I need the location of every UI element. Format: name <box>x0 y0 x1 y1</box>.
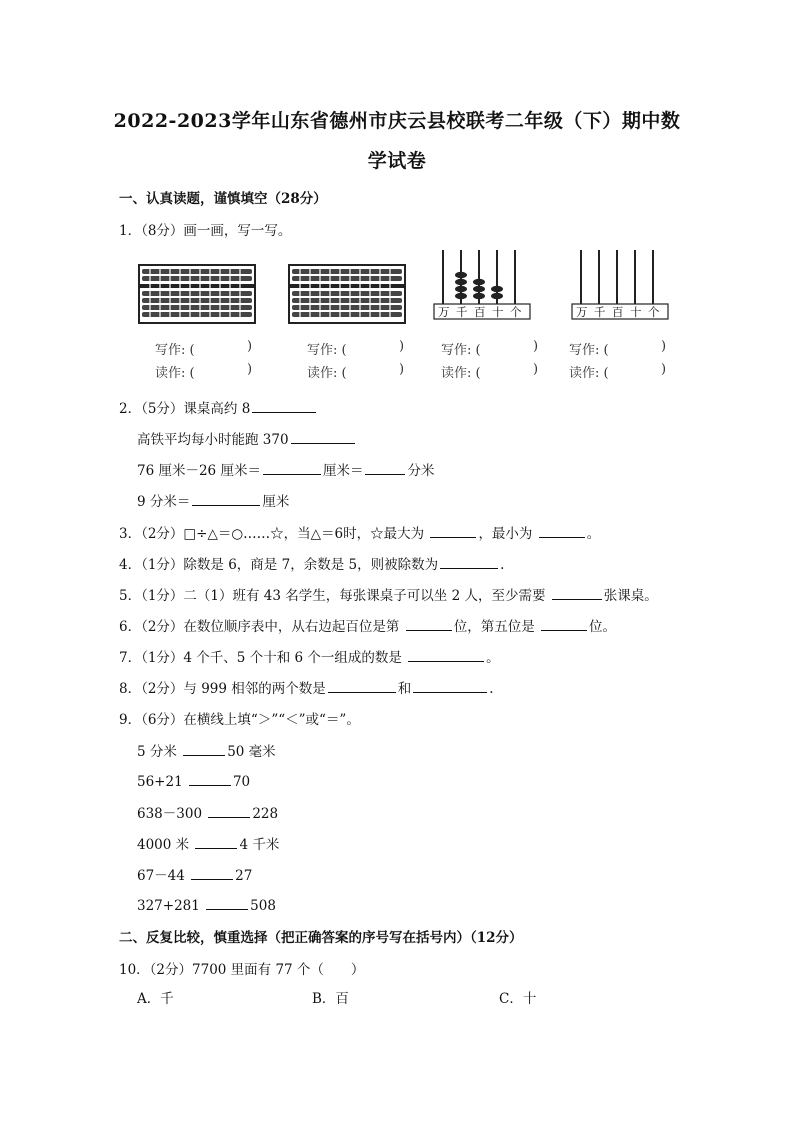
question-2 <box>119 397 318 417</box>
question-8-text: 和 <box>397 681 412 697</box>
answer-blank[interactable] <box>541 616 587 631</box>
place-label: 千 <box>594 305 606 319</box>
place-label: 万 <box>438 305 450 319</box>
question-6-text: 6．（2分）在数位顺序表中，从右边起百位是第 <box>119 619 400 635</box>
question-3 <box>119 522 600 542</box>
place-label: 十 <box>630 305 642 319</box>
answer-blank[interactable] <box>291 429 355 444</box>
question-2-line-2 <box>137 428 357 448</box>
answer-blank[interactable] <box>408 647 484 662</box>
question-9: 9．（6分）在横线上填“＞”“＜”或“＝”。 <box>119 712 360 728</box>
write-label: 写作: ( <box>569 343 609 358</box>
read-label: 读作: ( <box>307 366 347 381</box>
bead-abacus-icon <box>288 264 406 324</box>
question-2-text: 9 分米＝ <box>137 494 191 510</box>
compare-item <box>137 833 279 853</box>
answer-blank[interactable] <box>440 554 498 569</box>
answer-blank[interactable] <box>328 678 396 693</box>
place-label: 百 <box>612 305 624 319</box>
question-7-text: 。 <box>486 650 500 666</box>
question-10: 10．（2分）7700 里面有 77 个（ ） <box>119 962 365 978</box>
question-2-text: 2．（5分）课桌高约 8 <box>119 401 251 417</box>
question-2-line-3 <box>137 459 434 479</box>
place-label: 千 <box>456 305 468 319</box>
write-label: 写作: ( <box>155 343 195 358</box>
question-6-text: 位，第五位是 <box>453 619 535 635</box>
place-label: 个 <box>510 305 522 319</box>
answer-blank[interactable] <box>191 865 233 880</box>
question-10-options <box>137 987 697 1007</box>
question-8-text: 8．（2分）与 999 相邻的两个数是 <box>119 681 326 697</box>
close-paren: ) <box>399 339 405 354</box>
compare-left: 67－44 <box>137 868 185 884</box>
question-7 <box>119 646 500 666</box>
compare-left: 56+21 <box>137 774 183 790</box>
answer-blank[interactable] <box>365 460 405 475</box>
read-label: 读作: ( <box>155 366 195 381</box>
option-c[interactable]: C．十 <box>499 991 537 1007</box>
close-paren: ) <box>661 362 667 377</box>
answer-blank[interactable] <box>195 834 237 849</box>
answer-blank[interactable] <box>430 523 476 538</box>
compare-right: 27 <box>235 868 253 884</box>
answer-blank[interactable] <box>206 895 248 910</box>
question-7-text: 7．（1分）4 个千、5 个十和 6 个一组成的数是 <box>119 650 402 666</box>
compare-right: 4 千米 <box>239 837 280 853</box>
compare-right: 70 <box>232 774 251 790</box>
compare-right: 50 毫米 <box>227 744 276 760</box>
place-label: 百 <box>474 305 486 319</box>
question-2-text: 厘米＝ <box>322 463 364 479</box>
question-8 <box>119 677 494 697</box>
compare-item <box>137 740 276 760</box>
answer-blank[interactable] <box>183 741 225 756</box>
question-4-text: 4．（1分）除数是 6，商是 7，余数是 5，则被除数为 <box>119 557 439 573</box>
page-title-continued: 学试卷 <box>367 150 427 172</box>
compare-left: 5 分米 <box>137 744 177 760</box>
place-label: 个 <box>648 305 660 319</box>
question-3-text: 3．（2分）□÷△＝○……☆，当△＝6时，☆最大为 <box>119 526 425 542</box>
option-a[interactable]: A．千 <box>137 991 174 1007</box>
section-2-heading: 二、反复比较，慎重选择（把正确答案的序号写在括号内）（12分） <box>119 930 523 946</box>
close-paren: ) <box>247 362 253 377</box>
answer-blank[interactable] <box>413 678 487 693</box>
close-paren: ) <box>533 339 539 354</box>
question-8-text: . <box>489 681 494 697</box>
section-1-heading: 一、认真读题，谨慎填空（28分） <box>119 191 327 207</box>
question-6-text: 位。 <box>589 619 617 635</box>
compare-left: 327+281 <box>137 898 200 914</box>
answer-blank[interactable] <box>552 585 602 600</box>
bead-abacus-icon <box>138 264 256 324</box>
write-label: 写作: ( <box>307 343 347 358</box>
compare-item <box>137 802 278 822</box>
place-label: 万 <box>576 305 588 319</box>
read-label: 读作: ( <box>569 366 609 381</box>
answer-blank[interactable] <box>208 803 250 818</box>
page-title: 2022-2023学年山东省德州市庆云县校联考二年级（下）期中数 <box>113 110 681 132</box>
read-label: 读作: ( <box>441 366 481 381</box>
compare-left: 638－300 <box>137 806 203 822</box>
answer-blank[interactable] <box>406 616 452 631</box>
close-paren: ) <box>399 362 405 377</box>
question-3-text: 。 <box>586 526 601 542</box>
answer-blank[interactable] <box>192 491 260 506</box>
close-paren: ) <box>661 339 667 354</box>
answer-blank[interactable] <box>539 523 585 538</box>
close-paren: ) <box>247 339 253 354</box>
compare-item <box>137 895 276 914</box>
place-value-labels <box>434 304 530 319</box>
compare-right: 508 <box>250 898 276 914</box>
question-1: 1．（8分）画一画，写一写。 <box>119 223 292 239</box>
question-2-text: 厘米 <box>262 494 290 510</box>
question-5 <box>119 584 658 604</box>
question-5-text: 张课桌。 <box>603 588 658 604</box>
option-b[interactable]: B．百 <box>312 991 349 1007</box>
place-label: 十 <box>492 305 504 319</box>
question-2-text: 76 厘米－26 厘米＝ <box>137 463 261 479</box>
question-2-line-4 <box>137 490 289 510</box>
question-6 <box>119 615 616 635</box>
answer-blank[interactable] <box>263 460 321 475</box>
compare-right: 228 <box>252 806 279 822</box>
answer-blank[interactable] <box>189 771 231 786</box>
question-2-text: 分米 <box>407 463 435 479</box>
question-5-text: 5．（1分）二（1）班有 43 名学生，每张课桌子可以坐 2 人，至少需要 <box>119 588 546 604</box>
write-label: 写作: ( <box>441 343 481 358</box>
question-4 <box>119 553 504 573</box>
abacus-figure <box>135 248 671 380</box>
question-3-text: ，最小为 <box>478 526 533 542</box>
question-2-text: 高铁平均每小时能跑 370 <box>137 432 289 448</box>
place-value-labels <box>572 304 668 319</box>
close-paren: ) <box>533 362 539 377</box>
compare-left: 4000 米 <box>137 837 190 853</box>
compare-item <box>137 771 250 790</box>
compare-item <box>137 864 252 884</box>
answer-blank[interactable] <box>252 398 316 413</box>
question-4-text: . <box>500 557 505 573</box>
